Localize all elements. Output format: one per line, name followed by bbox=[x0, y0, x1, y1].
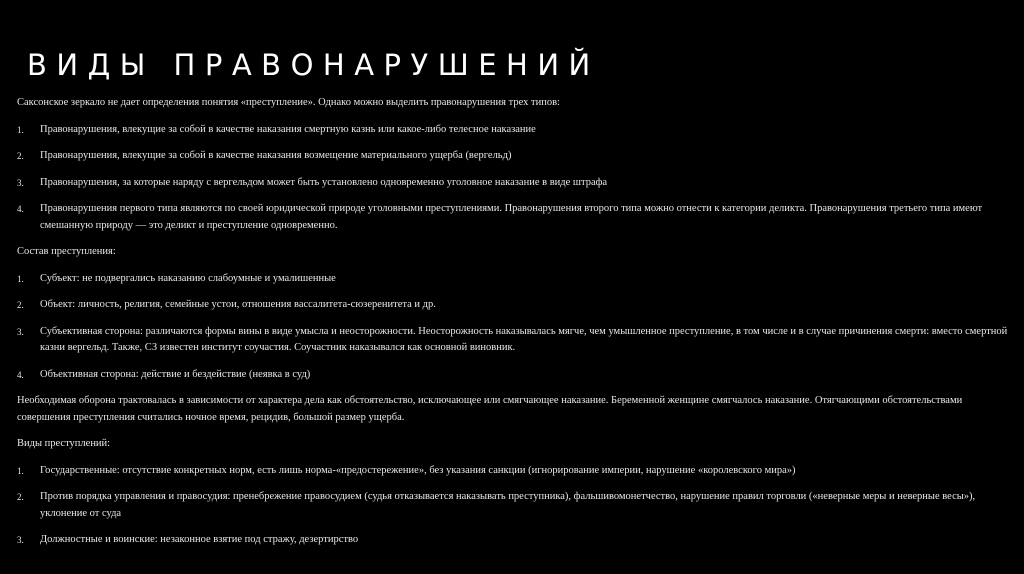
list-item-text: Правонарушения первого типа являются по своей юридической природе уголовными преступлениями. Правонарушения второго типа можно отнести к категории деликта. Правонарушения третьего типа имеют смешанную природу — это деликт и преступление одновременно. bbox=[40, 203, 983, 231]
composition-list bbox=[17, 271, 1012, 384]
list-item-text: Субъективная сторона: различаются формы вины в виде умысла и неосторожности. Неосторожность наказывалась мягче, чем умышленное преступление, в том числе и в случае причинения смерти: вместо смертной казни вергельд. Также, СЗ известен институт соучастия. Соучастник наказывался как основной виновник. bbox=[40, 325, 1008, 353]
list-number: 4. bbox=[17, 369, 24, 380]
list-number: 3. bbox=[17, 177, 24, 188]
list-number: 2. bbox=[17, 300, 24, 310]
list-item-text: Правонарушения, влекущие за собой в качестве наказания возмещение материального ущерба (вергельд) bbox=[40, 150, 512, 161]
list-item bbox=[17, 201, 1012, 234]
list-number: 2. bbox=[17, 151, 24, 161]
slide-content bbox=[17, 95, 1012, 559]
slide-title: ВИДЫ ПРАВОНАРУШЕНИЙ bbox=[27, 48, 600, 82]
list-number: 1. bbox=[17, 273, 24, 284]
list-number: 2. bbox=[17, 492, 24, 502]
composition-heading: Состав преступления: bbox=[17, 246, 116, 257]
list-item-text: Правонарушения, за которые наряду с вергельдом может быть установлено одновременно уголовное наказание в виде штрафа bbox=[40, 176, 608, 188]
crimes-heading: Виды преступлений: bbox=[17, 438, 111, 449]
list-item bbox=[17, 122, 1012, 139]
list-item-text: Против порядка управления и правосудия: пренебрежение правосудием (судья отказывается наказывать преступника), фальшивомонетчество, нарушение правил торговли («неверные меры и неверные весы»), уклонение от суда bbox=[40, 491, 976, 519]
list-item bbox=[17, 148, 1012, 165]
list-item-text: Объект: личность, религия, семейные устои, отношения вассалитета-сюзеренитета и др. bbox=[40, 299, 436, 310]
list-item-text: Должностные и воинские: незаконное взятие под стражу, дезертирство bbox=[40, 534, 359, 545]
list-number: 3. bbox=[17, 535, 24, 545]
list-item-text: Государственные: отсутствие конкретных норм, есть лишь норма-«предостережение», без указания санкции (игнорирование империи, нарушение «королевского мира») bbox=[40, 464, 796, 476]
offense-types-list bbox=[17, 122, 1012, 235]
list-number: 1. bbox=[17, 124, 24, 135]
list-item bbox=[17, 175, 1012, 192]
list-item bbox=[17, 463, 1012, 480]
list-item-text: Правонарушения, влекущие за собой в качестве наказания смертную казнь или какое-либо телесное наказание bbox=[40, 123, 536, 135]
list-item bbox=[17, 297, 1012, 314]
defense-paragraph: Необходимая оборона трактовалась в зависимости от характера дела как обстоятельство, исключающее или смягчающее наказание. Беременной женщине смягчалось наказание. Отягчающими обстоятельствами совершения преступления считались ночное время, рецидив, большой размер ущерба. bbox=[17, 395, 963, 423]
list-number: 4. bbox=[17, 204, 24, 214]
list-item bbox=[17, 532, 1012, 549]
list-item-text: Субъект: не подвергались наказанию слабоумные и умалишенные bbox=[40, 272, 336, 284]
intro-paragraph: Саксонское зеркало не дает определения понятия «преступление». Однако можно выделить правонарушения трех типов: bbox=[17, 97, 560, 108]
list-item bbox=[17, 324, 1012, 357]
list-number: 1. bbox=[17, 465, 24, 476]
list-item bbox=[17, 489, 1012, 522]
list-number: 3. bbox=[17, 326, 24, 337]
list-item-text: Объективная сторона: действие и бездействие (неявка в суд) bbox=[40, 368, 311, 380]
list-item bbox=[17, 367, 1012, 384]
crimes-list bbox=[17, 463, 1012, 549]
list-item bbox=[17, 271, 1012, 288]
